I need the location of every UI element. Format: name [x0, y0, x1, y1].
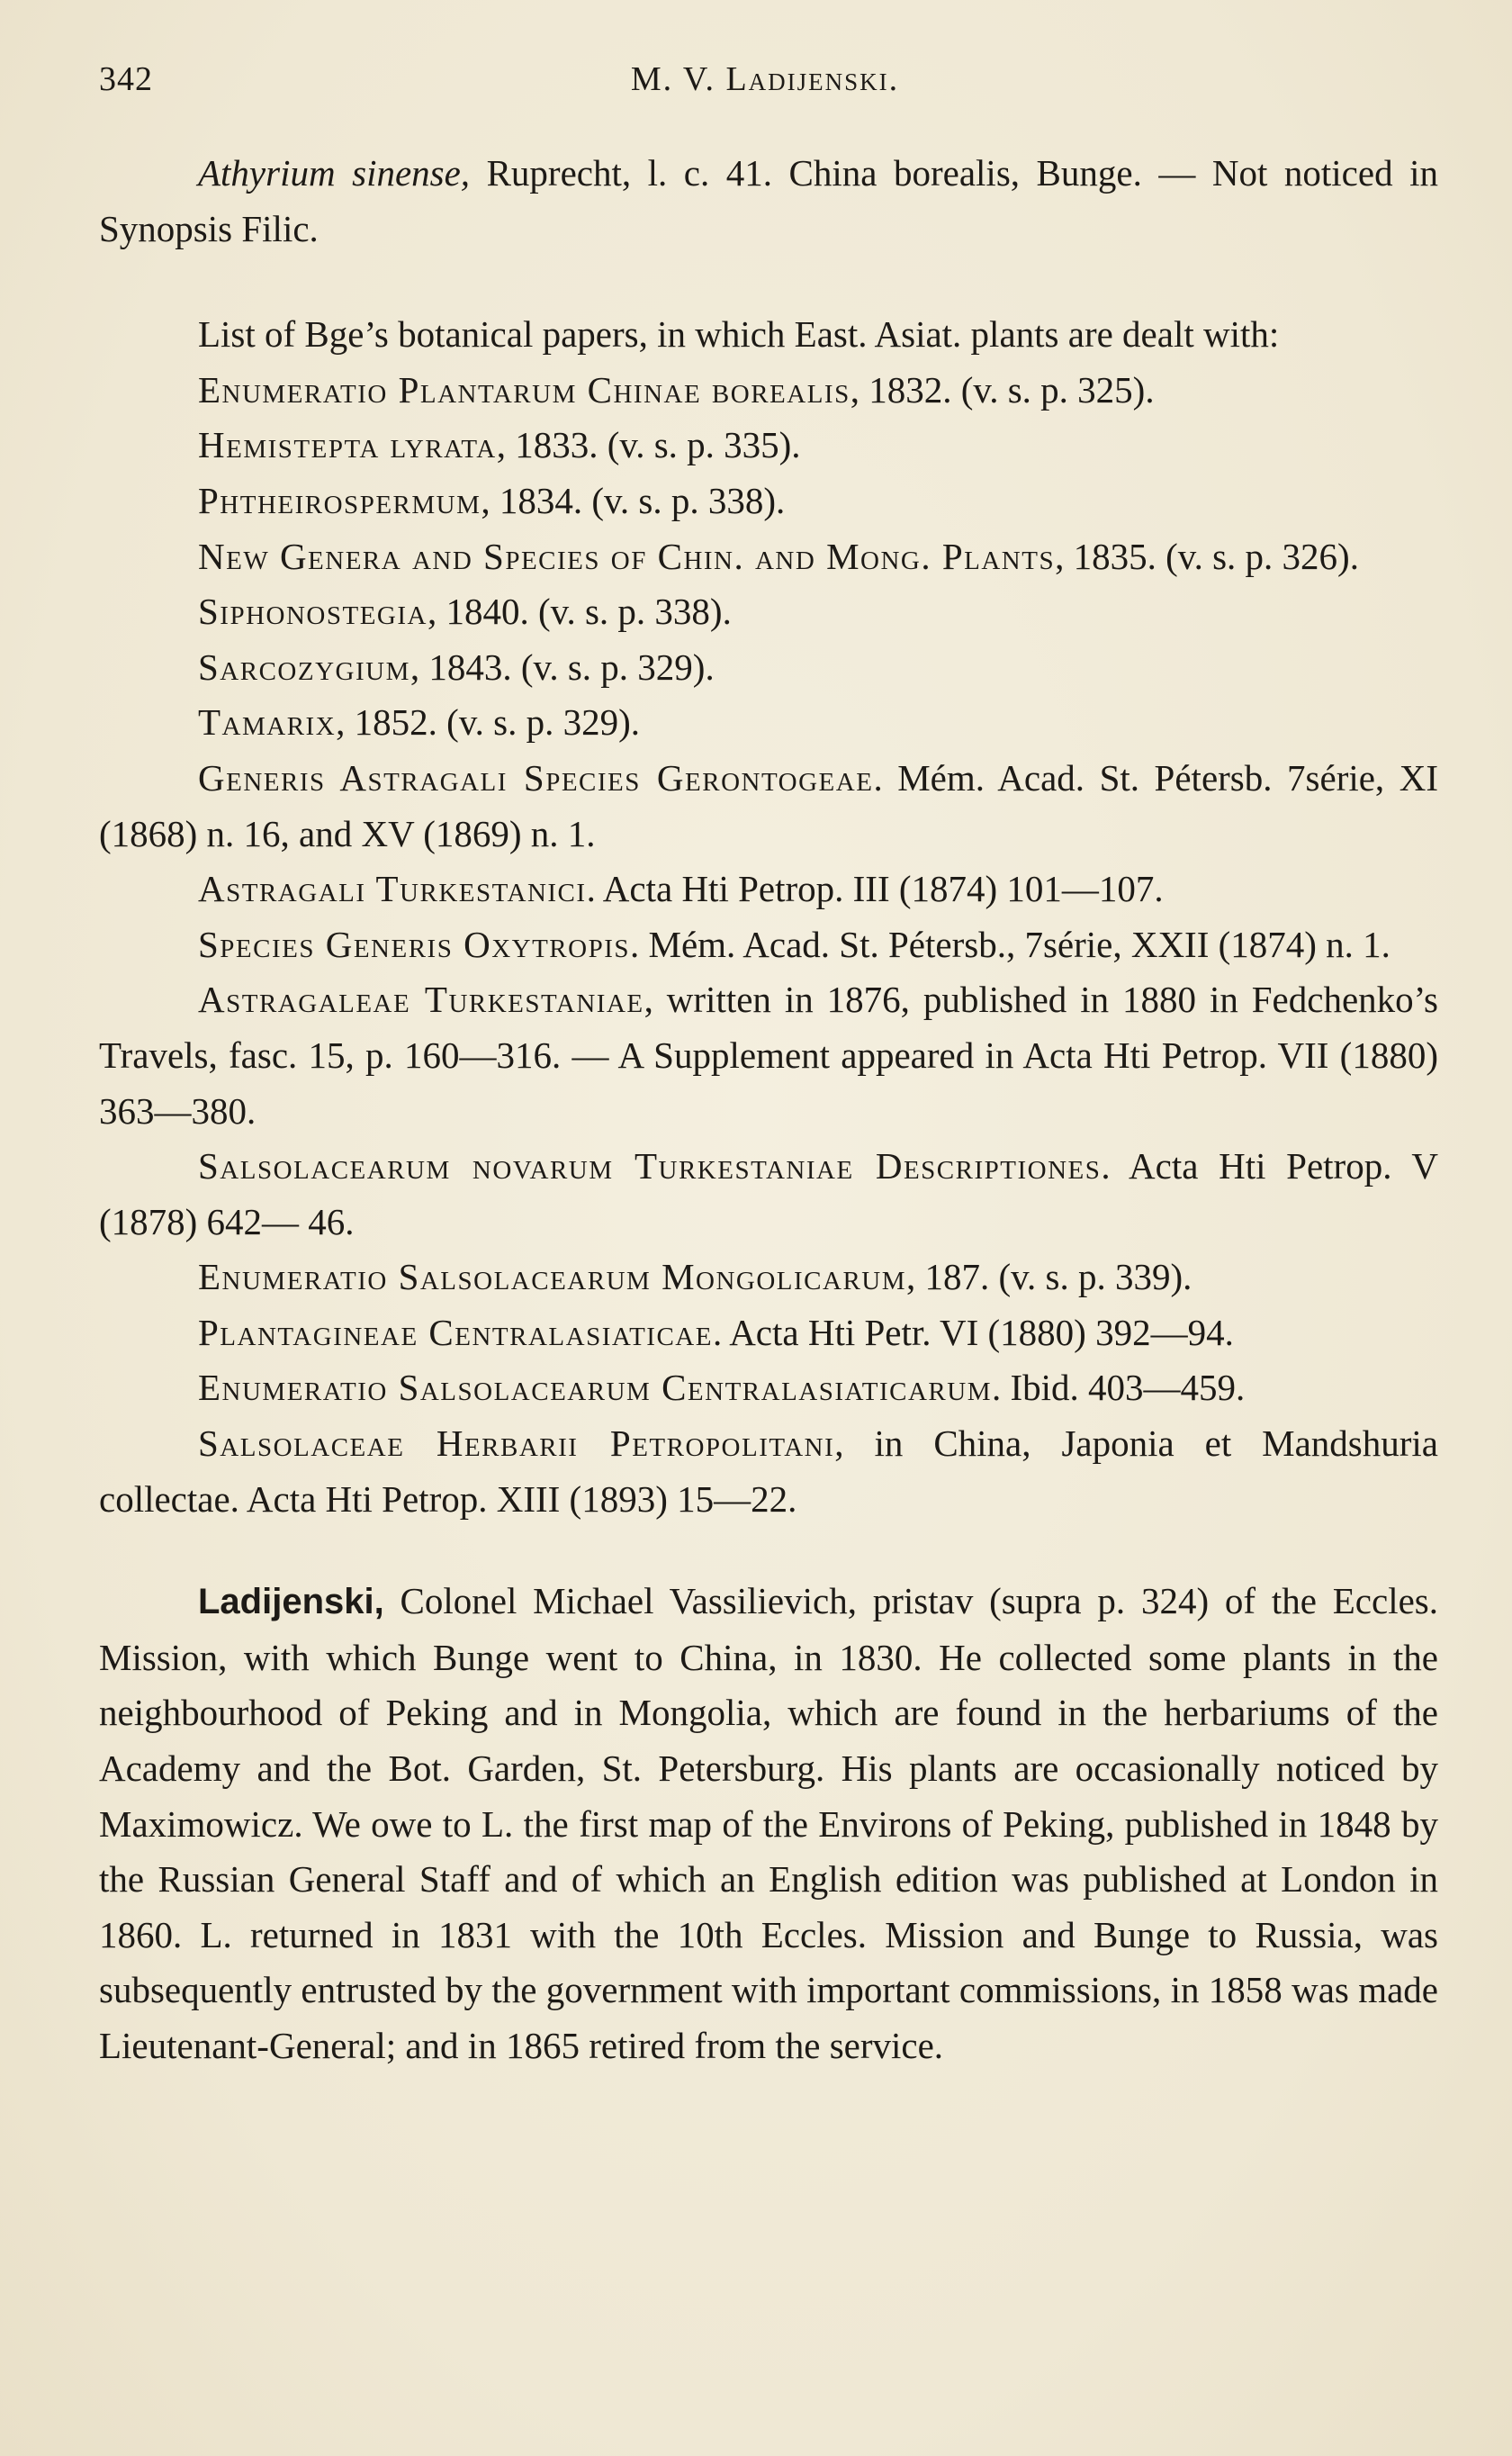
paper-entry [99, 862, 1438, 917]
paper-citation: . Ibid. 403—459. [991, 1367, 1246, 1409]
running-title: M. V. Ladijenski. [630, 60, 900, 98]
paper-citation: . Acta Hti Petrop. III (1874) 101—107. [586, 868, 1164, 910]
paper-title: Sarcozygium [198, 646, 410, 688]
paper-entry [99, 418, 1438, 474]
paper-entry [99, 1360, 1438, 1416]
paper-citation: , 1834. (v. s. p. 338). [481, 479, 786, 521]
paper-title: Species Generis Oxytropis [198, 923, 631, 965]
paper-entry [99, 474, 1438, 529]
paper-title: Hemistepta lyrata [198, 424, 497, 466]
biography-entry [99, 1574, 1438, 2073]
paper-entry [99, 1250, 1438, 1305]
paper-entry [99, 529, 1438, 585]
paper-citation: . Acta Hti Petrop. V (1878) 642— 46. [99, 1145, 1438, 1242]
paper-title: Salsolacearum novarum Turkestaniae Descriptiones [198, 1145, 1102, 1187]
species-name: Athyrium sinense, [198, 152, 471, 194]
paper-entry [99, 1416, 1438, 1527]
paper-title: Enumeratio Salsolacearum Mongolicarum [198, 1256, 907, 1298]
paper-citation: . Mém. Acad. St. Pétersb., 7série, XXII (1874) n. 1. [630, 923, 1390, 965]
paper-entry [99, 1139, 1438, 1250]
paper-title: Enumeratio Salsolacearum Centralasiaticarum [198, 1367, 992, 1409]
paper-title: Siphonostegia [198, 591, 428, 633]
paper-citation: , 1852. (v. s. p. 329). [336, 701, 641, 744]
paper-title: Tamarix [198, 701, 337, 744]
paper-citation: , 1832. (v. s. p. 325). [850, 368, 1155, 411]
athyrium-entry [99, 146, 1438, 257]
biography-text: Colonel Michael Vassilievich, pristav (supra p. 324) of the Eccles. Mission, with which Bunge went to China, in 1830. He collected some plants in the neighbourhood of Peking and in Mongolia, which are found in the herbariums of the Academy and the Bot. Garden, St. Petersburg. His plants are occasionally noticed by Maximowicz. We owe to L. the first map of the Environs of Peking, published in 1848 by the Russian General Staff and of which an English edition was published at London in 1860. L. returned in 1831 with the 10th Eccles. Mission and Bunge to Russia, was subsequently entrusted by the government with important commissions, in 1858 was made Lieutenant-General; and in 1865 retired from the service. [99, 1580, 1438, 2066]
paper-citation: , 1840. (v. s. p. 338). [427, 591, 732, 633]
paper-title: Plantagineae Centralasiaticae [198, 1311, 713, 1353]
person-name: Ladijenski, [198, 1582, 384, 1622]
athyrium-text: Ruprecht, l. c. 41. China borealis, Bunge. — Not noticed in Synopsis Filic. [99, 152, 1438, 249]
paper-entry [99, 363, 1438, 419]
paper-title: Phtheirospermum [198, 479, 482, 521]
paper-entry [99, 1305, 1438, 1361]
section-spacer [99, 1527, 1438, 1574]
papers-list [99, 363, 1438, 1527]
section-spacer [99, 257, 1438, 307]
paper-title: Salsolaceae Herbarii Petropolitani [198, 1422, 835, 1465]
paper-entry [99, 972, 1438, 1139]
page-number: 342 [99, 60, 153, 98]
paper-citation: , written in 1876, published in 1880 in Fedchenko’s Travels, fasc. 15, p. 160—316. — A Supplement appeared in Acta Hti Petrop. VII (1880) 363—380. [99, 979, 1438, 1132]
paper-entry [99, 917, 1438, 973]
paper-title: Astragali Turkestanici [198, 868, 587, 910]
paper-title: Enumeratio Plantarum Chinae borealis [198, 368, 850, 411]
papers-intro: List of Bge’s botanical papers, in which East. Asiat. plants are dealt with: [198, 313, 1280, 356]
page-body [99, 146, 1438, 2074]
paper-citation: , 187. (v. s. p. 339). [906, 1256, 1192, 1298]
paper-entry [99, 751, 1438, 862]
paper-entry [99, 584, 1438, 640]
paper-title: Generis Astragali Species Gerontogeae [198, 756, 874, 799]
paper-citation: , 1843. (v. s. p. 329). [410, 646, 715, 688]
paper-citation: . Acta Hti Petr. VI (1880) 392—94. [712, 1311, 1234, 1353]
paper-citation: , 1835. (v. s. p. 326). [1055, 535, 1359, 577]
paper-citation: , 1833. (v. s. p. 335). [496, 424, 801, 466]
paper-citation: , in China, Japonia et Mandshuria collectae. Acta Hti Petrop. XIII (1893) 15—22. [99, 1422, 1439, 1520]
paper-citation: . Mém. Acad. St. Pétersb. 7série, XI (1868) n. 16, and XV (1869) n. 1. [99, 756, 1438, 854]
paper-entry [99, 695, 1438, 751]
paper-title: New Genera and Species of Chin. and Mong. Plants [198, 535, 1056, 577]
page-header [99, 59, 1431, 104]
paper-entry [99, 640, 1438, 696]
paper-title: Astragaleae Turkestaniae [198, 979, 644, 1021]
